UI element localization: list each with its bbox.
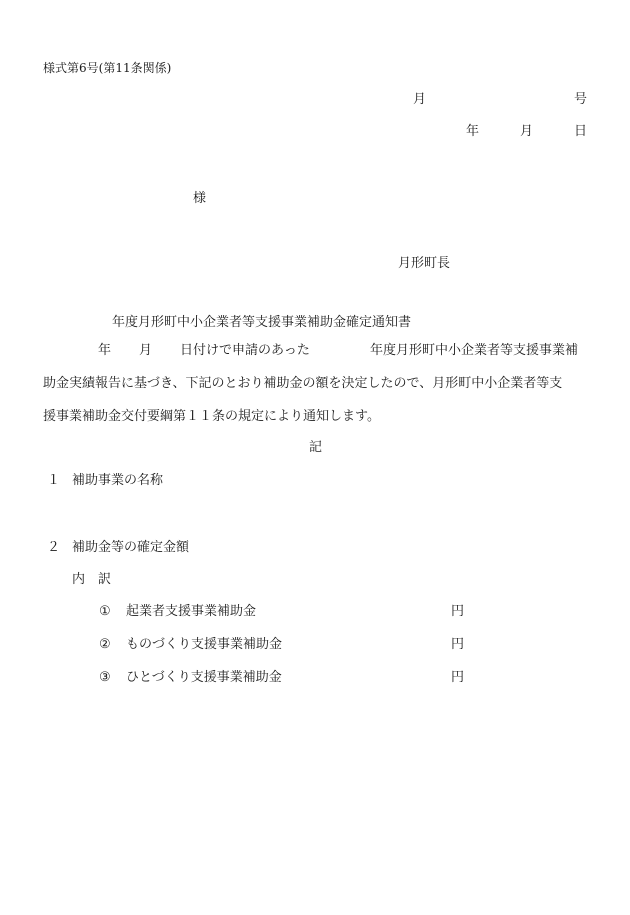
item-3-unit: 円 <box>451 670 465 685</box>
item-3-name: ひとづくり支援事業補助金 <box>126 670 282 685</box>
document-title: 年度月形町中小企業者等支援事業補助金確定通知書 <box>112 315 412 330</box>
item-1-number: ① <box>99 604 111 619</box>
item-2-unit: 円 <box>451 637 465 652</box>
item-1-unit: 円 <box>451 604 465 619</box>
breakdown-label: 内 訳 <box>72 572 112 587</box>
ki-heading: 記 <box>309 440 323 455</box>
section-1-number: １ <box>47 473 61 488</box>
body-year: 年 <box>98 343 112 358</box>
recipient-suffix: 様 <box>193 191 207 206</box>
item-2-number: ② <box>99 637 111 652</box>
issuer: 月形町長 <box>398 256 451 271</box>
date-month: 月 <box>520 124 534 139</box>
section-1-label: 補助事業の名称 <box>72 473 164 488</box>
form-number: 様式第6号(第11条関係) <box>43 61 172 75</box>
item-2-name: ものづくり支援事業補助金 <box>126 637 283 652</box>
date-year: 年 <box>466 124 480 139</box>
body-line-2: 助金実績報告に基づき、下記のとおり補助金の額を決定したので、月形町中小企業者等支 <box>43 376 563 391</box>
item-1-name: 起業者支援事業補助金 <box>126 604 257 619</box>
section-2-number: ２ <box>47 540 61 555</box>
section-2-label: 補助金等の確定金額 <box>72 540 190 555</box>
body-line-3: 援事業補助金交付要綱第１１条の規定により通知します。 <box>43 409 380 424</box>
item-3-number: ③ <box>99 670 111 685</box>
date-day: 日 <box>574 124 588 139</box>
body-text-b: 年度月形町中小企業者等支援事業補 <box>370 343 579 358</box>
doc-number-month: 月 <box>413 92 427 107</box>
body-text-a: 日付けで申請のあった <box>180 343 310 358</box>
body-month: 月 <box>139 343 153 358</box>
doc-number-label: 号 <box>574 92 588 107</box>
